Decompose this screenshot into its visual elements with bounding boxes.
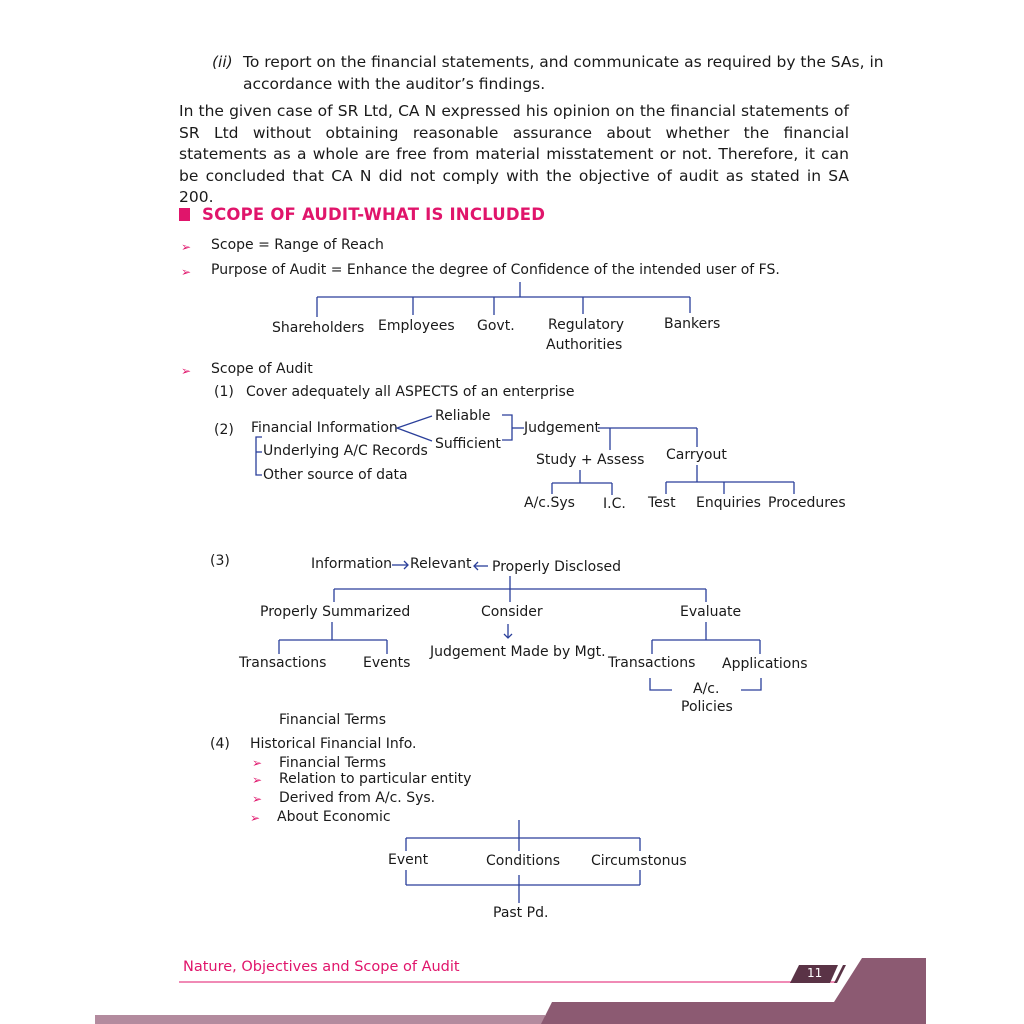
information: Information xyxy=(311,556,393,572)
item4-bullet-2: Relation to particular entity xyxy=(279,771,472,787)
item4-bullet-1: Financial Terms xyxy=(279,755,386,771)
bullet-scope: Scope = Range of Reach xyxy=(211,237,384,253)
evaluate: Evaluate xyxy=(680,604,742,620)
transactions-left: Transactions xyxy=(239,655,327,671)
applications: Applications xyxy=(722,656,808,672)
policies: Policies xyxy=(681,699,733,715)
item1-number: (1) xyxy=(214,384,234,400)
arrow-bullet-icon: ➢ xyxy=(252,756,263,770)
events: Events xyxy=(363,655,411,671)
arrow-bullet-icon: ➢ xyxy=(252,792,263,806)
item-ii-line2: accordance with the auditor’s findings. xyxy=(243,75,546,93)
test: Test xyxy=(648,495,676,511)
conditions: Conditions xyxy=(486,853,561,869)
enquiries: Enquiries xyxy=(696,495,761,511)
arrow-bullet-icon: ➢ xyxy=(181,364,192,378)
other-source: Other source of data xyxy=(263,467,408,483)
arrow-bullet-icon: ➢ xyxy=(181,240,192,254)
carryout: Carryout xyxy=(666,447,727,463)
user-shareholders: Shareholders xyxy=(272,320,365,336)
arrow-bullet-icon: ➢ xyxy=(181,265,192,279)
arrow-bullet-icon: ➢ xyxy=(250,811,261,825)
item2-number: (2) xyxy=(214,422,234,438)
study-assess: Study + Assess xyxy=(536,452,645,468)
circumstonus: Circumstonus xyxy=(591,853,687,869)
properly-disclosed: Properly Disclosed xyxy=(492,559,622,575)
item1-text: Cover adequately all ASPECTS of an enterprise xyxy=(246,384,575,400)
bullet-scope-of-audit: Scope of Audit xyxy=(211,361,313,377)
judgement: Judgement xyxy=(524,420,601,436)
underlying-records: Underlying A/C Records xyxy=(263,443,428,459)
ac-sys: A/c.Sys xyxy=(524,495,575,511)
page-number: 11 xyxy=(807,966,823,980)
past-period: Past Pd. xyxy=(493,905,549,921)
item-ii-number: (ii) xyxy=(212,53,233,71)
user-bankers: Bankers xyxy=(664,316,721,332)
financial-terms-note: Financial Terms xyxy=(279,712,386,728)
relevant: Relevant xyxy=(410,556,472,572)
item4-title: Historical Financial Info. xyxy=(250,736,417,752)
user-employees: Employees xyxy=(378,318,455,334)
sufficient: Sufficient xyxy=(435,436,501,452)
footer-title: Nature, Objectives and Scope of Audit xyxy=(183,959,460,975)
user-regulatory: Regulatory xyxy=(548,317,625,333)
section-heading: SCOPE OF AUDIT-WHAT IS INCLUDED xyxy=(202,205,546,224)
consider: Consider xyxy=(481,604,543,620)
properly-summarized: Properly Summarized xyxy=(260,604,411,620)
item3-number: (3) xyxy=(210,553,230,569)
item-ii-line1: To report on the financial statements, and communicate as required by the SAs, in xyxy=(243,53,884,71)
item4-bullet-4: About Economic xyxy=(277,809,391,825)
financial-information: Financial Information xyxy=(251,420,398,436)
user-authorities: Authorities xyxy=(546,337,623,353)
bullet-purpose: Purpose of Audit = Enhance the degree of Confidence of the intended user of FS. xyxy=(211,262,780,278)
item4-number: (4) xyxy=(210,736,230,752)
arrow-bullet-icon: ➢ xyxy=(252,773,263,787)
user-govt: Govt. xyxy=(477,318,515,334)
transactions-right: Transactions xyxy=(608,655,696,671)
judgement-by-mgt: Judgement Made by Mgt. xyxy=(430,644,606,660)
ac-label: A/c. xyxy=(693,681,720,697)
item4-bullet-3: Derived from A/c. Sys. xyxy=(279,790,436,806)
internal-control: I.C. xyxy=(603,496,626,512)
intro-paragraph: In the given case of SR Ltd, CA N expressed his opinion on the financial statements of SR Ltd without obtaining reasonable assurance about whether the financial statements as a whole are free from material misstatement or not. Therefore, it can be concluded that CA N did not comply with the objective of audit as stated in SA 200. xyxy=(179,102,849,206)
event: Event xyxy=(388,852,429,868)
procedures: Procedures xyxy=(768,495,846,511)
reliable: Reliable xyxy=(435,408,491,424)
